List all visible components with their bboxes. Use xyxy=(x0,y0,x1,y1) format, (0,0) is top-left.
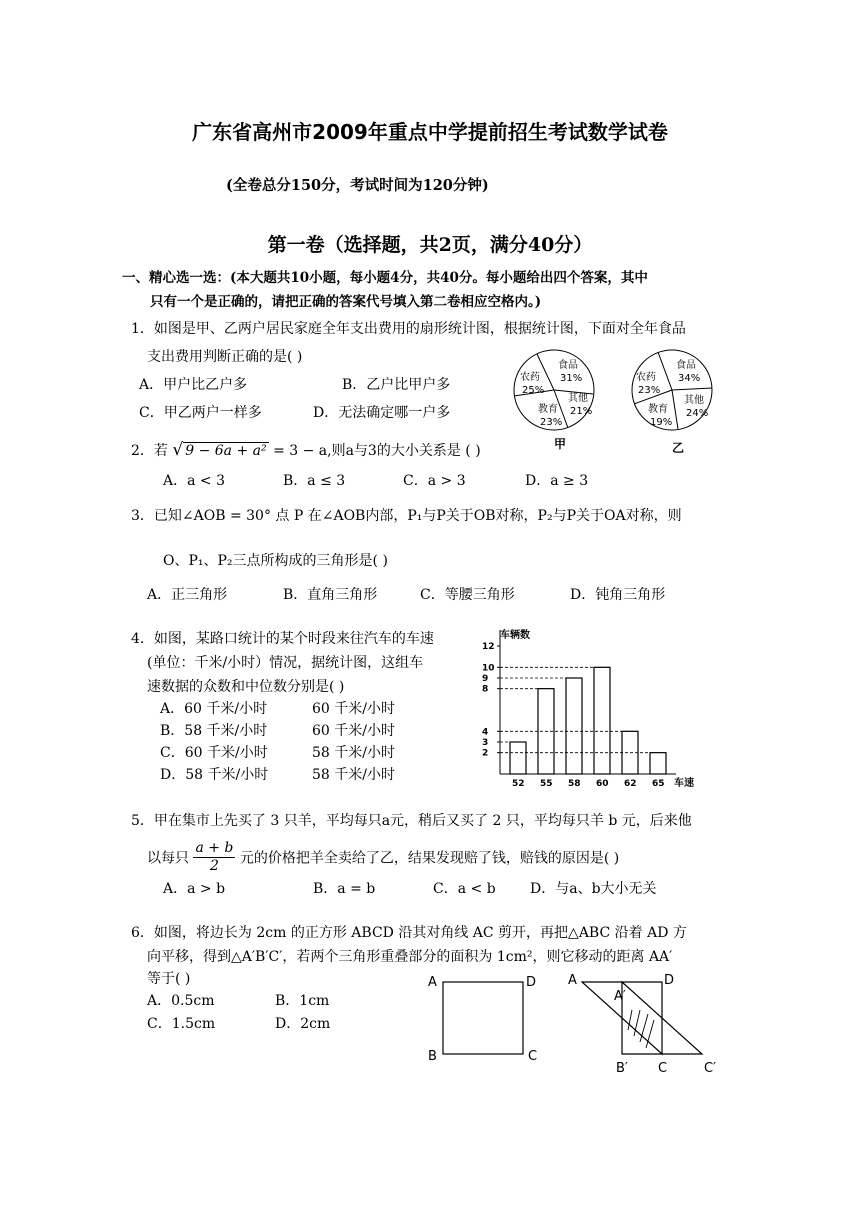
fig2-label-c: C xyxy=(658,1061,668,1076)
q2-rhs: = 3 − a,则a与3的大小关系是 ( ) xyxy=(273,443,481,459)
bar-65 xyxy=(650,753,666,774)
q3-option-b: B．直角三角形 xyxy=(283,587,378,603)
q2-stem xyxy=(131,440,481,460)
pie1-other-pct: 21% xyxy=(570,406,593,417)
bar-52 xyxy=(510,742,526,774)
q5-option-c: C．a < b xyxy=(433,881,496,897)
x-tick-label-62: 62 xyxy=(624,779,637,789)
pie2-food-pct: 34% xyxy=(678,373,701,384)
fig2-label-a: A xyxy=(568,973,577,988)
q1-stem-line1: 1．如图是甲、乙两户居民家庭全年支出费用的扇形统计图，根据统计图，下面对全年食品 xyxy=(131,321,686,337)
x-tick-label-55: 55 xyxy=(540,779,553,789)
pie2-other-label: 其他 xyxy=(684,395,704,406)
q3-option-c: C．等腰三角形 xyxy=(420,587,515,603)
chart-ylabel: 车辆数 xyxy=(500,630,530,641)
x-tick-label-60: 60 xyxy=(596,779,609,789)
q6-stem-line3: 等于( ) xyxy=(147,971,191,987)
y-tick-label-12: 12 xyxy=(482,642,495,652)
q1-option-a: A．甲户比乙户多 xyxy=(139,377,248,393)
pie1-edu-pct: 23% xyxy=(540,417,563,428)
pie2-food-label: 食品 xyxy=(676,360,696,371)
q5-frac-den: 2 xyxy=(209,858,219,874)
q4-option-b-mode: 60 千米/小时 xyxy=(312,723,395,739)
pie1-pest-label: 农药 xyxy=(520,372,540,383)
q4-stem-line3: 速数据的众数和中位数分别是( ) xyxy=(147,679,345,695)
q1-option-c: C．甲乙两户一样多 xyxy=(139,405,262,421)
q6-option-c: C．1.5cm xyxy=(147,1016,216,1032)
fig2-label-a-prime: A′ xyxy=(614,989,626,1004)
exam-info: (全卷总分150分，考试时间为120分钟) xyxy=(226,177,489,194)
pie1-food-pct: 31% xyxy=(560,373,583,384)
fig2-label-b-prime: B′ xyxy=(616,1061,628,1076)
x-tick-label-58: 58 xyxy=(568,779,581,789)
square-label-d: D xyxy=(526,975,537,990)
q4-option-c: C．60 千米/小时 xyxy=(160,745,268,761)
q5-option-a: A．a > b xyxy=(163,881,226,897)
q3-option-d: D．钝角三角形 xyxy=(570,587,666,603)
pie2-edu-pct: 19% xyxy=(650,417,673,428)
pie-chart-yi xyxy=(632,350,712,454)
q6-stem-line2: 向平移，得到△A′B′C′，若两个三角形重叠部分的面积为 1cm²，则它移动的距离 AA′ xyxy=(147,949,673,965)
square-label-b: B xyxy=(428,1049,437,1064)
q4-stem-line1: 4．如图，某路口统计的某个时段来往汽车的车速 xyxy=(131,631,434,647)
y-tick-label-4: 4 xyxy=(482,727,489,738)
y-tick-label-2: 2 xyxy=(482,748,489,759)
q6-option-d: D．2cm xyxy=(275,1016,331,1032)
q6-square-figure xyxy=(424,968,554,1068)
q6-option-a: A．0.5cm xyxy=(147,993,215,1009)
q4-option-a-mode: 60 千米/小时 xyxy=(312,701,395,717)
q4-option-c-mode: 58 千米/小时 xyxy=(312,745,395,761)
speed-bar-chart xyxy=(470,626,720,796)
pie2-edu-label: 教育 xyxy=(648,404,668,415)
fig2-label-d: D xyxy=(664,973,675,988)
section-heading-line1: 一、精心选一选：(本大题共10小题，每小题4分，共40分。每小题给出四个答案，其中 xyxy=(122,270,648,286)
q2-option-a: A．a < 3 xyxy=(163,473,225,489)
q4-option-a: A．60 千米/小时 xyxy=(160,701,268,717)
q4-stem-line2: (单位：千米/小时）情况，据统计图，这组车 xyxy=(147,655,424,671)
pie1-other-label: 其他 xyxy=(568,393,588,404)
q1-option-b: B．乙户比甲户多 xyxy=(342,377,451,393)
q5-fraction xyxy=(193,840,235,875)
pie1-caption: 甲 xyxy=(554,437,567,451)
fig2-label-c-prime: C′ xyxy=(704,1061,717,1076)
page-title: 广东省高州市2009年重点中学提前招生考试数学试卷 xyxy=(192,120,668,144)
pie1-food-label: 食品 xyxy=(558,360,578,371)
q2-option-c: C．a > 3 xyxy=(403,473,466,489)
pie2-pest-label: 农药 xyxy=(636,372,656,383)
q2-prefix: 2．若 xyxy=(131,443,168,459)
q3-stem-line1: 3．已知∠AOB = 30° 点 P 在∠AOB内部，P₁与P关于OB对称，P₂与P关于OA对称，则 xyxy=(131,508,682,524)
pie1-edu-label: 教育 xyxy=(538,404,558,415)
q5-pre: 以每只 xyxy=(147,850,189,867)
pie2-pest-pct: 23% xyxy=(638,385,661,396)
q1-stem-line2: 支出费用判断正确的是( ) xyxy=(147,349,303,365)
bar-60 xyxy=(594,667,610,774)
section-heading-line2: 只有一个是正确的，请把正确的答案代号填入第二卷相应空格内。) xyxy=(150,294,542,310)
y-tick-label-10: 10 xyxy=(482,663,495,674)
q2-option-b: B．a ≤ 3 xyxy=(283,473,346,489)
x-tick-label-65: 65 xyxy=(652,779,665,789)
q5-frac-num: a + b xyxy=(195,840,234,856)
q6-option-b: B．1cm xyxy=(275,993,330,1009)
overlap-hatching xyxy=(628,1010,654,1048)
pie1-pest-pct: 25% xyxy=(522,385,545,396)
y-tick-label-3: 3 xyxy=(482,738,489,748)
q4-option-d-mode: 58 千米/小时 xyxy=(312,767,395,783)
q5-option-d: D．与a、b大小无关 xyxy=(530,881,657,897)
q6-stem-line1: 6．如图，将边长为 2cm 的正方形 ABCD 沿其对角线 AC 剪开，再把△ABC 沿着 AD 方 xyxy=(131,925,687,941)
pie2-caption: 乙 xyxy=(672,441,685,454)
q4-option-b: B．58 千米/小时 xyxy=(160,723,268,739)
q5-stem-line1: 5．甲在集市上先买了 3 只羊，平均每只a元，稍后又买了 2 只，平均每只羊 b 元，后来他 xyxy=(131,813,692,829)
y-tick-label-9: 9 xyxy=(482,674,489,684)
bar-58 xyxy=(566,678,582,774)
square-label-c: C xyxy=(528,1049,538,1064)
q3-stem-line2: O、P₁、P₂三点所构成的三角形是( ) xyxy=(163,553,388,569)
q1-option-d: D．无法确定哪一户多 xyxy=(313,405,451,421)
q4-option-d: D．58 千米/小时 xyxy=(160,767,269,783)
chart-xlabel: 车速 xyxy=(674,778,694,789)
x-tick-label-52: 52 xyxy=(512,779,525,789)
q2-option-d: D．a ≥ 3 xyxy=(525,473,589,489)
square-abcd xyxy=(443,982,523,1054)
q5-post: 元的价格把羊全卖给了乙，结果发现赔了钱，赔钱的原因是( ) xyxy=(239,850,620,867)
square-label-a: A xyxy=(428,975,437,990)
q5-option-b: B．a = b xyxy=(313,881,376,897)
q6-translation-figure xyxy=(562,968,732,1078)
volume-heading: 第一卷（选择题，共2页，满分40分） xyxy=(267,234,593,256)
q2-radical-sign: √ xyxy=(172,440,184,460)
pie-chart-jia xyxy=(514,350,594,451)
y-tick-label-8: 8 xyxy=(482,684,489,695)
q2-radicand: 9 − 6a + a² xyxy=(185,443,267,459)
q3-option-a: A．正三角形 xyxy=(147,587,228,603)
q5-stem-line2 xyxy=(147,840,619,875)
q1-pie-figures xyxy=(510,344,725,454)
pie2-other-pct: 24% xyxy=(686,408,709,419)
